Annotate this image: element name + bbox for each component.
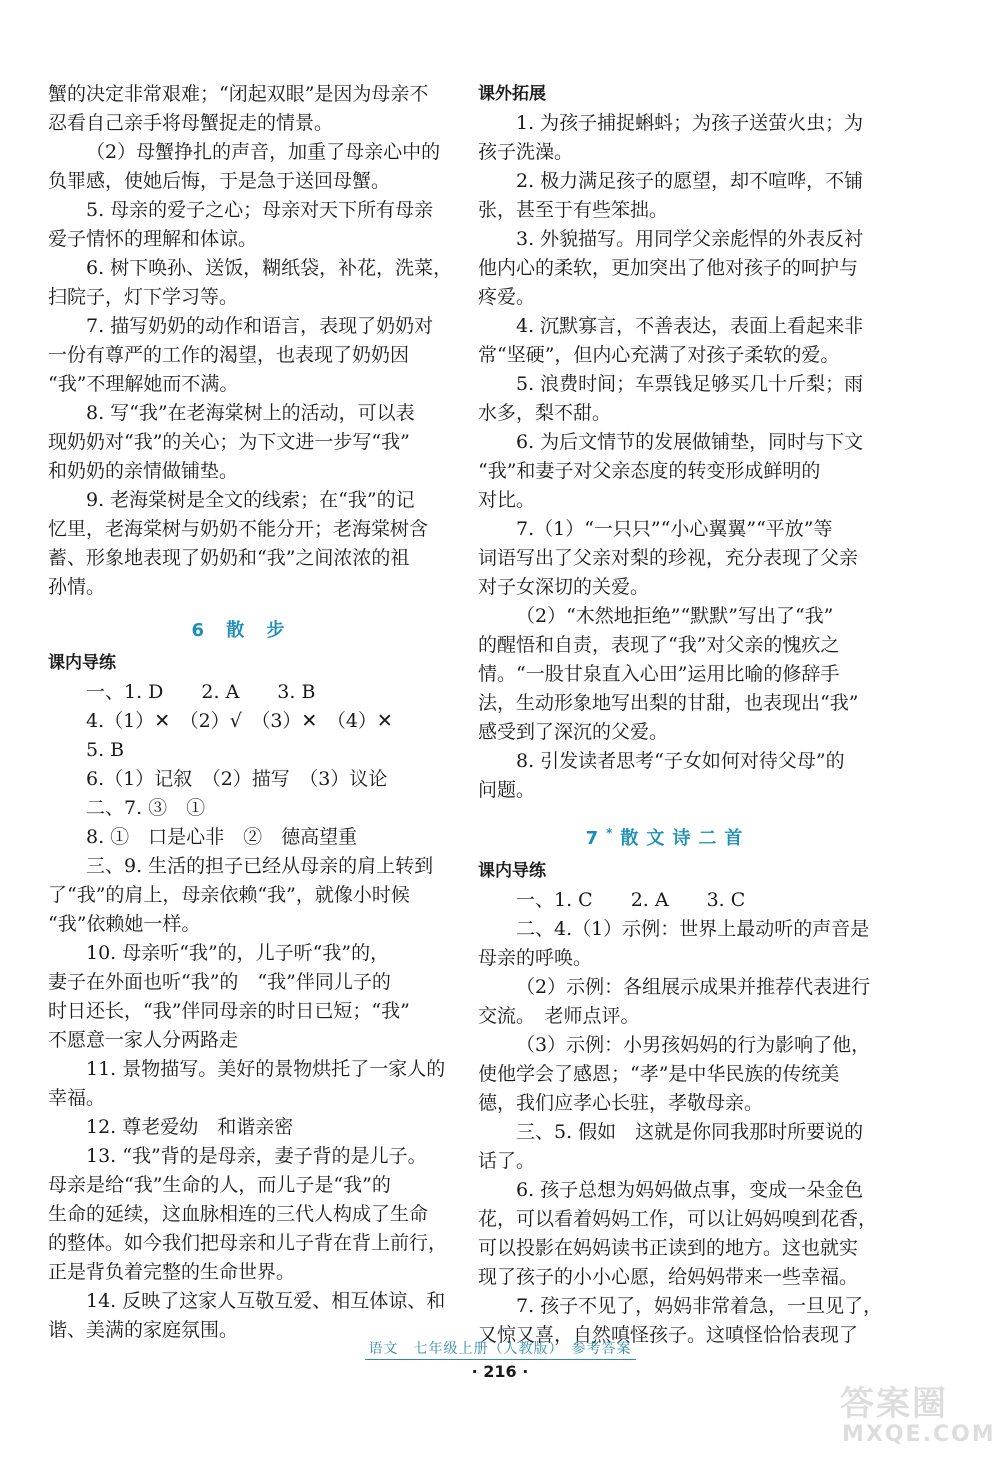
page-number: · 216 · [471,1362,529,1381]
text-line: 蟹的决定非常艰难；“闭起双眼”是因为母亲不 [48,83,429,105]
text-line: 负罪感，使她后悔，于是急于送回母蟹。 [48,170,391,192]
right-column [478,80,883,1350]
text-line: “我”不理解她而不满。 [48,373,239,395]
footer-subject-text: 语文 七年级上册（人教版） 参考答案 [365,1341,636,1360]
text-line: 12. 尊老爱幼 和谐亲密 [86,1116,294,1138]
text-line: 时日还长，“我”伴同母亲的时日已短；“我” [48,1000,410,1022]
text-line: 了“我”的肩上，母亲依赖“我”，就像小时候 [48,884,410,906]
right-p13 [478,1118,864,1176]
section-number: 7 [585,828,607,849]
text-line: 10. 母亲听“我”的，儿子听“我”的， [86,942,390,964]
text-line: 6. 树下唤孙、送饭，糊纸袋，补花，洗菜， [86,257,453,279]
right-p14 [478,1176,878,1292]
text-line: 母亲的呼唤。 [478,947,593,969]
right-p1 [478,109,864,167]
text-line: 生命的延续，这血脉相连的三代人构成了生命 [48,1203,429,1225]
text-line: 蓄、形象地表现了奶奶和“我”之间浓浓的祖 [48,547,410,569]
text-line: 现了孩子的小小心愿，给妈妈带来一些幸福。 [478,1266,859,1288]
left-p3 [48,196,436,254]
text-line: 11. 景物描写。美好的景物烘托了一家人的 [86,1058,446,1080]
right-p7 [478,515,858,602]
text-line: 又惊又喜，自然嗔怪孩子。这嗔怪恰恰表现了 [478,1324,859,1346]
left-p8 [48,852,436,939]
text-line: 7.（1）“一只只”“小心翼翼”“平放”等 [516,518,833,540]
watermark-main-text: 答案圈 [840,1384,948,1424]
text-line: （3）示例：小男孩妈妈的行为影响了他， [516,1034,871,1056]
text-line: 幸福。 [48,1087,106,1109]
text-line: 张，甚至于有些笨拙。 [478,199,669,221]
text-line: 使他学会了感恩；“孝”是中华民族的传统美 [478,1063,840,1085]
left-p5 [48,312,436,399]
section-title-6: 6 散 步 [191,620,293,641]
answer-line: 5. B [86,739,125,761]
section-heading-kewai: 课外拓展 [478,84,546,104]
right-p6 [478,428,864,515]
right-p8 [478,602,858,747]
text-line: 14. 反映了这家人互敬互爱、相互体谅、和 [86,1290,446,1312]
text-line: 词语写出了父亲对梨的珍视，充分表现了父亲 [478,547,859,569]
text-line: 三、5. 假如 这就是你同我那时所要说的 [516,1121,864,1143]
left-p11 [48,1113,436,1142]
answer-line: 一、1. C 2. A 3. C [516,889,746,911]
right-p3 [478,225,864,312]
text-line: 3. 外貌描写。用同学父亲彪悍的外表反衬 [516,228,864,250]
text-line: （2）示例：各组展示成果并推荐代表进行 [516,976,871,998]
answer-line: 6.（1）记叙 （2）描写 （3）议论 [86,768,388,790]
text-line: 2. 极力满足孩子的愿望，却不喧哗，不铺 [516,170,864,192]
text-line: 忆里，老海棠树与奶奶不能分开；老海棠树含 [48,518,429,540]
section-heading-kenei-2: 课内导练 [478,861,546,881]
text-line: 孩子洗澡。 [478,141,574,163]
text-line: （2）母蟹挣扎的声音，加重了母亲心中的 [86,141,441,163]
left-p6 [48,399,436,486]
left-column [48,80,453,1345]
text-line: 5. 母亲的爱子之心；母亲对天下所有母亲 [86,199,434,221]
left-p13 [48,1287,446,1345]
text-line: 母亲是给“我”生命的人，而儿子是“我”的 [48,1174,391,1196]
text-line: 现奶奶对“我”的关心；为下文进一步写“我” [48,431,410,453]
right-p4 [478,312,864,370]
answer-line: 8. ① 口是心非 ② 德高望重 [86,826,358,848]
answer-line: 一、1. D 2. A 3. B [86,681,316,703]
text-line: 7. 孩子不见了，妈妈非常着急，一旦见了， [516,1295,883,1317]
text-line: 谐、美满的家庭氛围。 [48,1319,239,1341]
text-line: 和奶奶的亲情做铺垫。 [48,460,239,482]
text-line: “我”和妻子对父亲态度的转变形成鲜明的 [478,460,821,482]
section-heading-kenei: 课内导练 [48,653,116,673]
footer-subject [0,1338,1000,1358]
text-line: 5. 浪费时间；车票钱足够买几十斤梨；雨 [516,373,864,395]
text-line: 可以投影在妈妈读书正读到的地方。这也就实 [478,1237,859,1259]
text-line: 水多，梨不甜。 [478,402,612,424]
left-p1 [48,80,436,138]
text-line: 不愿意一家人分两路走 [48,1029,239,1051]
left-p7 [48,486,436,602]
section-title-7 [478,819,858,853]
text-line: 感受到了深沉的父爱。 [478,721,669,743]
text-line: 花，可以看着妈妈工作，可以让妈妈嗅到花香， [478,1208,878,1230]
answer-line: 4.（1）✕ （2）√ （3）✕ （4）✕ [86,710,393,732]
text-line: 疼爱。 [478,286,536,308]
right-p2 [478,167,864,225]
left-p9 [48,939,436,1055]
text-line: 13. “我”背的是母亲，妻子背的是儿子。 [86,1145,427,1167]
text-line: 4. 沉默寡言，不善表达，表面上看起来非 [516,315,864,337]
text-line: 8. 引发读者思考“子女如何对待父母”的 [516,750,845,772]
text-line: 法，生动形象地写出梨的甘甜，也表现出“我” [478,692,859,714]
text-line: 6. 为后文情节的发展做铺垫，同时与下文 [516,431,864,453]
text-line: 三、9. 生活的担子已经从母亲的肩上转到 [86,855,434,877]
text-line: 情。“一股甘泉直入心田”运用比喻的修辞手 [478,663,840,685]
text-line: 8. 写“我”在老海棠树上的活动，可以表 [86,402,415,424]
optional-star-mark: * [606,826,613,840]
text-line: 9. 老海棠树是全文的线索；在“我”的记 [86,489,415,511]
text-line: 常“坚硬”，但内心充满了对孩子柔软的爱。 [478,344,840,366]
right-p9 [478,747,858,805]
left-p2 [48,138,441,196]
section-name: 散文诗二首 [620,828,751,849]
right-p11 [478,973,871,1031]
text-line: 正是背负着完整的生命世界。 [48,1261,296,1283]
text-line: 爱子情怀的理解和体谅。 [48,228,258,250]
text-line: 的整体。如今我们把母亲和儿子背在背上前行， [48,1232,448,1254]
text-line: （2）“木然地拒绝”“默默”写出了“我” [516,605,834,627]
text-line: 他内心的柔软，更加突出了他对孩子的呵护与 [478,257,859,279]
text-line: “我”依赖她一样。 [48,913,201,935]
text-line: 忍看自己亲手将母蟹捉走的情景。 [48,112,334,134]
right-p5 [478,370,864,428]
left-p10 [48,1055,446,1113]
text-line: 德，我们应孝心长驻，孝敬母亲。 [478,1092,764,1114]
text-line: 7. 描写奶奶的动作和语言，表现了奶奶对 [86,315,434,337]
watermark-logo [832,1372,996,1462]
right-p12 [478,1031,871,1118]
answer-line: 二、7. ③ ① [86,797,206,819]
text-line: 妻子在外面也听“我”的 “我”伴同儿子的 [48,971,391,993]
text-line: 对子女深切的关爱。 [478,576,650,598]
text-line: 孙情。 [48,576,106,598]
text-line: 1. 为孩子捕捉蝌蚪；为孩子送萤火虫；为 [516,112,864,134]
text-line: 的醒悟和自责，表现了“我”对父亲的愧疚之 [478,634,840,656]
text-line: 问题。 [478,779,536,801]
text-line: 扫院子，灯下学习等。 [48,286,239,308]
text-line: 交流。 老师点评。 [478,1005,640,1027]
right-p10 [478,915,870,973]
text-line: 对比。 [478,489,536,511]
text-line: 6. 孩子总想为妈妈做点事，变成一朵金色 [516,1179,864,1201]
text-line: 话了。 [478,1150,536,1172]
text-line: 一份有尊严的工作的渴望，也表现了奶奶因 [48,344,410,366]
text-line: 二、4.（1）示例：世界上最动听的声音是 [516,918,870,940]
watermark-sub-text: MXQE.COM [842,1422,996,1447]
left-p12 [48,1142,448,1287]
left-p4 [48,254,453,312]
